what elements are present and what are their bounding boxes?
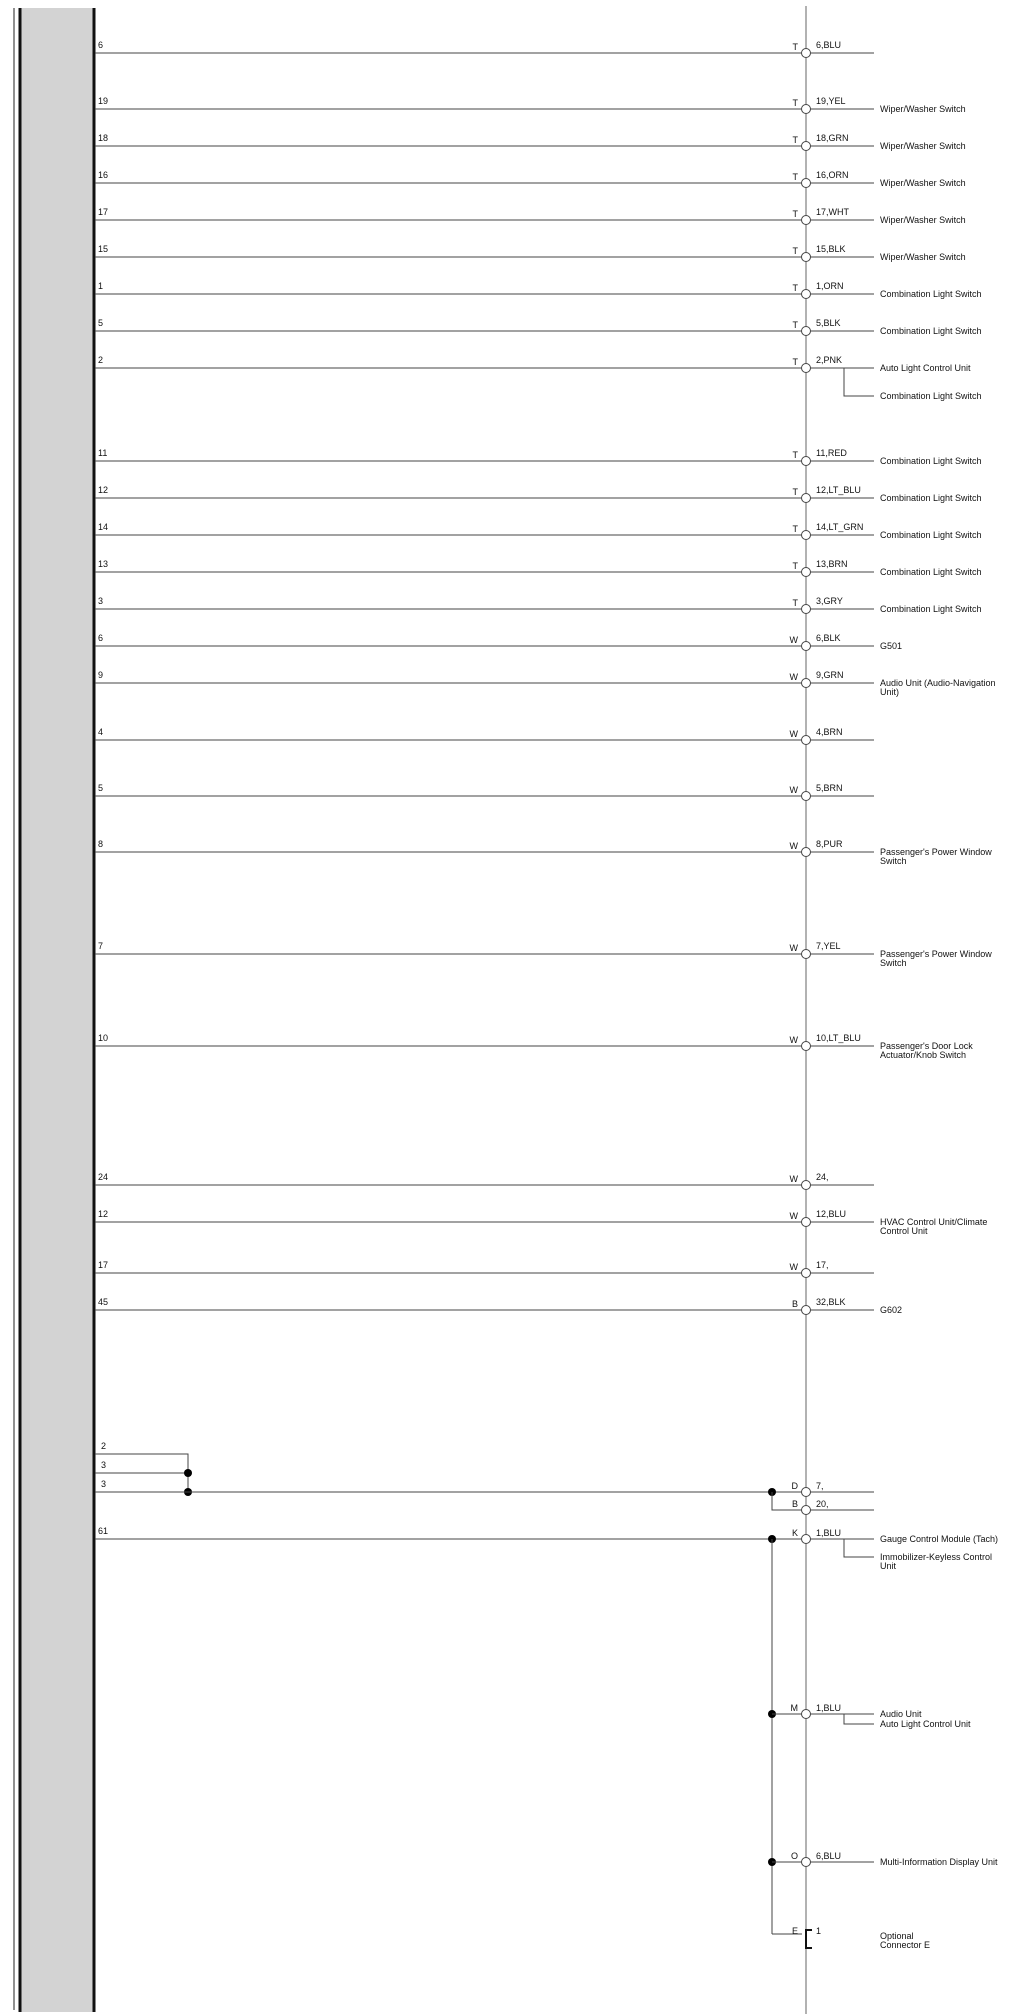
connector-letter: T <box>792 283 798 293</box>
pin-number: 15 <box>98 244 109 254</box>
connector-letter: W <box>789 672 798 682</box>
connector-letter: W <box>789 1211 798 1221</box>
pin-number: 8 <box>98 839 104 849</box>
connector-letter: T <box>792 209 798 219</box>
wire-label: 12,LT_BLU <box>816 485 861 495</box>
wire-row <box>95 1297 902 1315</box>
pin-number: 6 <box>98 40 104 50</box>
wire-label: 24, <box>816 1172 829 1182</box>
destination-label: Wiper/Washer Switch <box>880 178 966 188</box>
connector-letter: M <box>790 1703 798 1713</box>
wire-list <box>95 40 996 1315</box>
connector-symbol <box>802 457 811 466</box>
connector-symbol <box>802 1535 811 1544</box>
connector-letter: W <box>789 1262 798 1272</box>
connector-symbol <box>802 642 811 651</box>
wire-row <box>95 207 966 225</box>
wire-row <box>95 1172 874 1190</box>
connector-symbol <box>802 531 811 540</box>
wire-row <box>95 448 982 466</box>
wire-row <box>95 839 992 866</box>
pin-number: 24 <box>98 1172 109 1182</box>
wire-label: 7, <box>816 1481 824 1491</box>
pin-number: 2 <box>101 1441 107 1451</box>
connector-symbol <box>802 568 811 577</box>
wire-label: 6,BLK <box>816 633 841 643</box>
connector-symbol <box>802 1306 811 1315</box>
destination-label-line2: Unit) <box>880 687 900 697</box>
connector-letter: T <box>792 450 798 460</box>
destination-label-line2: Control Unit <box>880 1226 928 1236</box>
wire-label: 4,BRN <box>816 727 843 737</box>
destination-label: G602 <box>880 1305 903 1315</box>
wire-label: 20, <box>816 1499 829 1509</box>
wire-label: 14,LT_GRN <box>816 522 864 532</box>
pin-number: 3 <box>101 1460 107 1470</box>
pin-number: 2 <box>98 355 104 365</box>
wire-row <box>95 133 966 151</box>
destination-label-line2: Switch <box>880 958 907 968</box>
wire-row <box>95 670 996 697</box>
wire-label: 9,GRN <box>816 670 844 680</box>
destination-label: Audio Unit <box>880 1709 922 1719</box>
connector-letter: B <box>791 1499 798 1509</box>
wire-row <box>95 633 902 651</box>
connector-symbol <box>802 1218 811 1227</box>
component-block <box>14 8 94 2012</box>
connector-letter: W <box>789 1035 798 1045</box>
wire-row <box>95 96 966 114</box>
connector-letter: K <box>791 1528 798 1538</box>
pin-number: 1 <box>816 1926 822 1936</box>
connector-letter: T <box>792 135 798 145</box>
wire-row <box>95 783 874 801</box>
wire-label: 5,BLK <box>816 318 841 328</box>
connector-symbol <box>802 216 811 225</box>
destination-label: Combination Light Switch <box>880 567 982 577</box>
connector-letter: W <box>789 943 798 953</box>
destination-label: Multi-Information Display Unit <box>880 1857 998 1867</box>
connector-letter: B <box>791 1299 798 1309</box>
destination-label: Combination Light Switch <box>880 530 982 540</box>
splice-wire <box>95 1454 188 1473</box>
connector-symbol <box>802 494 811 503</box>
destination-label: Combination Light Switch <box>880 604 982 614</box>
pin-number: 10 <box>98 1033 109 1043</box>
connector-symbol <box>802 49 811 58</box>
destination-label: Auto Light Control Unit <box>880 363 971 373</box>
wire-label: 18,GRN <box>816 133 849 143</box>
wire-label: 17, <box>816 1260 829 1270</box>
destination-label: Gauge Control Module (Tach) <box>880 1534 999 1544</box>
connector-letter: D <box>791 1481 798 1491</box>
pin-number: 3 <box>101 1479 107 1489</box>
connector-symbol <box>802 327 811 336</box>
connector-symbol <box>802 1710 811 1719</box>
connector-letter: W <box>789 1174 798 1184</box>
connector-letter: T <box>792 42 798 52</box>
wire-label: 1,ORN <box>816 281 844 291</box>
pin-number: 6 <box>98 633 104 643</box>
component-body <box>20 8 94 2012</box>
pin-number: 3 <box>98 596 104 606</box>
branch-line <box>844 368 874 396</box>
optional-label: Optional <box>880 1931 914 1941</box>
wire-label: 10,LT_BLU <box>816 1033 861 1043</box>
connector-letter: W <box>789 729 798 739</box>
destination-label-branch: Immobilizer-Keyless Control <box>880 1552 993 1562</box>
connector-symbol <box>802 848 811 857</box>
connector-letter: T <box>792 524 798 534</box>
wire-row <box>95 355 982 401</box>
wire-label: 2,PNK <box>816 355 843 365</box>
connector-symbol <box>802 1858 811 1867</box>
pin-number: 13 <box>98 559 109 569</box>
connector-letter: E <box>791 1926 798 1936</box>
destination-label: Wiper/Washer Switch <box>880 252 966 262</box>
branch-line <box>844 1539 874 1557</box>
connector-symbol <box>802 179 811 188</box>
wire-row <box>95 170 966 188</box>
wire-row <box>95 559 982 577</box>
wire-label: 3,GRY <box>816 596 843 606</box>
pin-number: 12 <box>98 1209 109 1219</box>
connector-symbol <box>802 1269 811 1278</box>
pin-number: 7 <box>98 941 104 951</box>
wire-label: 6,BLU <box>816 40 842 50</box>
destination-label-branch: Auto Light Control Unit <box>880 1719 971 1729</box>
connector-letter: T <box>792 357 798 367</box>
wire-row <box>95 318 982 336</box>
destination-label: Combination Light Switch <box>880 326 982 336</box>
destination-label: Combination Light Switch <box>880 493 982 503</box>
wire-label: 5,BRN <box>816 783 843 793</box>
pin-number: 14 <box>98 522 109 532</box>
wire-label: 1,BLU <box>816 1703 842 1713</box>
pin-number: 5 <box>98 318 104 328</box>
wire-label: 12,BLU <box>816 1209 847 1219</box>
connector-letter: W <box>789 785 798 795</box>
wire-row <box>95 1033 973 1060</box>
wire-row <box>95 596 982 614</box>
connector-letter: T <box>792 98 798 108</box>
connector-symbol <box>802 253 811 262</box>
destination-label: Passenger's Power Window <box>880 949 992 959</box>
connector-symbol <box>802 1488 811 1497</box>
destination-label: Passenger's Power Window <box>880 847 992 857</box>
pin-number: 16 <box>98 170 109 180</box>
pin-number: 61 <box>98 1526 109 1536</box>
wire-row <box>95 727 874 745</box>
destination-label: Wiper/Washer Switch <box>880 141 966 151</box>
connector-letter: T <box>792 246 798 256</box>
connector-symbol <box>802 792 811 801</box>
pin-number: 1 <box>98 281 104 291</box>
wire-label: 19,YEL <box>816 96 846 106</box>
destination-label: Wiper/Washer Switch <box>880 104 966 114</box>
splice-dot <box>184 1469 192 1477</box>
connector-letter: T <box>792 320 798 330</box>
destination-label: Combination Light Switch <box>880 289 982 299</box>
pin-number: 19 <box>98 96 109 106</box>
wire-label: 32,BLK <box>816 1297 846 1307</box>
wire-row <box>95 1260 874 1278</box>
connector-letter: T <box>792 561 798 571</box>
connector-symbol <box>802 679 811 688</box>
destination-label: Wiper/Washer Switch <box>880 215 966 225</box>
wire-label: 8,PUR <box>816 839 843 849</box>
wire-row <box>95 522 982 540</box>
wire-row <box>95 281 982 299</box>
connector-letter: T <box>792 598 798 608</box>
destination-label-branch: Combination Light Switch <box>880 391 982 401</box>
wire-label: 7,YEL <box>816 941 841 951</box>
connector-letter: W <box>789 841 798 851</box>
destination-label: Audio Unit (Audio-Navigation <box>880 678 996 688</box>
pin-number: 17 <box>98 207 109 217</box>
connector-symbol <box>802 1506 811 1515</box>
connector-letter: O <box>790 1851 798 1861</box>
pin-number: 11 <box>98 448 108 458</box>
connector-symbol <box>802 1042 811 1051</box>
wire-label: 16,ORN <box>816 170 849 180</box>
connector-letter: T <box>792 487 798 497</box>
pin-number: 12 <box>98 485 109 495</box>
connector-symbol <box>802 736 811 745</box>
connector-symbol <box>802 950 811 959</box>
connector-symbol <box>802 142 811 151</box>
pin-number: 18 <box>98 133 109 143</box>
pin-number: 9 <box>98 670 104 680</box>
wire-label: 13,BRN <box>816 559 848 569</box>
connector-symbol <box>802 105 811 114</box>
destination-label-line2: Switch <box>880 856 907 866</box>
pin-number: 45 <box>98 1297 109 1307</box>
wire-row <box>95 941 992 968</box>
connector-symbol <box>802 605 811 614</box>
wire-row <box>95 485 982 503</box>
wire-label: 1,BLU <box>816 1528 842 1538</box>
destination-label-branch-line2: Unit <box>880 1561 897 1571</box>
wire-row <box>95 1209 987 1236</box>
optional-label-line2: Connector E <box>880 1940 931 1950</box>
wire-row <box>95 40 874 58</box>
wire-row <box>95 244 966 262</box>
branch-line <box>844 1714 874 1724</box>
optional-bracket <box>806 1930 812 1948</box>
connector-letter: T <box>792 172 798 182</box>
wire-label: 6,BLU <box>816 1851 842 1861</box>
destination-label-line2: Actuator/Knob Switch <box>880 1050 967 1060</box>
wire-label: 15,BLK <box>816 244 846 254</box>
destination-label: G501 <box>880 641 903 651</box>
connector-symbol <box>802 290 811 299</box>
destination-label: Combination Light Switch <box>880 456 982 466</box>
wire-label: 17,WHT <box>816 207 850 217</box>
pin-number: 4 <box>98 727 104 737</box>
pin-number: 17 <box>98 1260 109 1270</box>
wire-label: 11,RED <box>816 448 847 458</box>
connector-symbol <box>802 1181 811 1190</box>
destination-label: Passenger's Door Lock <box>880 1041 973 1051</box>
connector-letter: W <box>789 635 798 645</box>
pin-number: 5 <box>98 783 104 793</box>
destination-label: HVAC Control Unit/Climate <box>880 1217 988 1227</box>
bottom-splice-group <box>95 1441 998 1950</box>
connector-symbol <box>802 364 811 373</box>
